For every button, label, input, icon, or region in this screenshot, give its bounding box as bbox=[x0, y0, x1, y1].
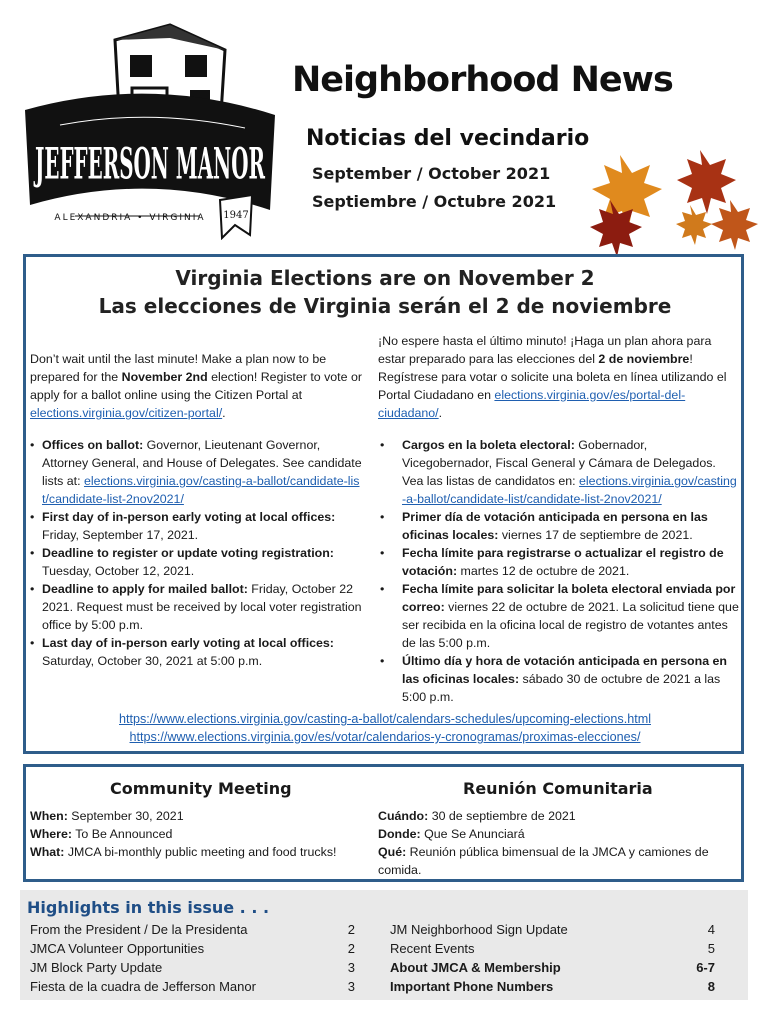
list-item: • Primer día de votación anticipada en persona en las oficinas locales: viernes 17 de septiembre de 2021. bbox=[378, 508, 740, 544]
intro-text: . bbox=[438, 406, 443, 420]
toc-row[interactable]: From the President / De la Presidenta 2 bbox=[30, 922, 355, 937]
toc-row[interactable]: About JMCA & Membership 6-7 bbox=[390, 960, 715, 975]
intro-date: November 2nd bbox=[121, 370, 208, 384]
candidate-list-link[interactable]: elections.virginia.gov/casting-a-ballot/candidate-list/candidate-list-2nov2021/ bbox=[42, 474, 360, 506]
list-item: • Offices on ballot: Governor, Lieutenant Governor, Attorney General, and House of Delegates. See candidate lists at: elections.virginia.gov/casting-a-ballot/candidate-list/candidate-list-2nov2021/ bbox=[30, 436, 365, 508]
portal-ciudadano-link[interactable]: elections.virginia.gov/es/portal-del-ciudadano/ bbox=[378, 388, 686, 420]
election-links bbox=[0, 710, 770, 746]
autumn-leaves-icon bbox=[580, 145, 760, 265]
intro-date: 2 de noviembre bbox=[598, 352, 690, 366]
upcoming-elections-link[interactable]: https://www.elections.virginia.gov/casting-a-ballot/calendars-schedules/upcoming-elections.html bbox=[119, 712, 651, 726]
toc-row[interactable]: Important Phone Numbers 8 bbox=[390, 979, 715, 994]
elections-intro-spanish bbox=[378, 332, 740, 422]
intro-text: election! Register to vote or apply for a ballot online using the Citizen Portal at bbox=[30, 370, 362, 402]
elections-title-spanish: Las elecciones de Virginia serán el 2 de noviembre bbox=[98, 294, 672, 318]
elections-title: Virginia Elections are on November 2 bbox=[175, 266, 595, 290]
intro-text: . bbox=[222, 406, 226, 420]
list-item: • Deadline to register or update voting registration: Tuesday, October 12, 2021. bbox=[30, 544, 365, 580]
list-item: • Fecha límite para registrarse o actualizar el registro de votación: martes 12 de octubre de 2021. bbox=[378, 544, 740, 580]
issue-date: September / October 2021 bbox=[312, 164, 551, 183]
logo-year: 1947 bbox=[223, 210, 249, 221]
list-item: • Último día y hora de votación anticipada en persona en las oficinas locales: sábado 30 de octubre de 2021 a las 5:00 p.m. bbox=[378, 652, 740, 706]
detail-row: Donde: Que Se Anunciará bbox=[378, 827, 525, 841]
toc-row[interactable]: JMCA Volunteer Opportunities 2 bbox=[30, 941, 355, 956]
intro-text: Don’t wait until the last minute! Make a plan now to be prepared for the bbox=[30, 352, 327, 384]
intro-text: ! Regístrese para votar o solicite una boleta en línea utilizando el Portal Ciudadano en bbox=[378, 352, 727, 402]
detail-row: Cuándo: 30 de septiembre de 2021 bbox=[378, 809, 576, 823]
newsletter-title-spanish: Noticias del vecindario bbox=[306, 126, 590, 151]
community-meeting-title-spanish: Reunión Comunitaria bbox=[463, 779, 653, 798]
election-dates-list bbox=[30, 436, 365, 670]
toc-row[interactable]: Recent Events 5 bbox=[390, 941, 715, 956]
detail-row: What: JMCA bi-monthly public meeting and food trucks! bbox=[30, 845, 337, 859]
toc-row[interactable]: Fiesta de la cuadra de Jefferson Manor 3 bbox=[30, 979, 355, 994]
table-of-contents-right bbox=[390, 920, 715, 996]
list-item: • Last day of in-person early voting at local offices: Saturday, October 30, 2021 at 5:00 p.m. bbox=[30, 634, 365, 670]
table-of-contents-left bbox=[30, 920, 355, 996]
elections-intro bbox=[30, 350, 365, 422]
toc-row[interactable]: JM Block Party Update 3 bbox=[30, 960, 355, 975]
community-meeting-details bbox=[30, 807, 370, 861]
citizen-portal-link[interactable]: elections.virginia.gov/citizen-portal/ bbox=[30, 406, 223, 420]
toc-row[interactable]: JM Neighborhood Sign Update 4 bbox=[390, 922, 715, 937]
highlights-title: Highlights in this issue . . . bbox=[27, 898, 270, 917]
list-item: • Deadline to apply for mailed ballot: Friday, October 22 2021. Request must be received by local voter registration office by 5:00 p.m. bbox=[30, 580, 365, 634]
logo-text: JEFFERSON MANOR bbox=[33, 139, 266, 190]
logo-subtitle: ALEXANDRIA • VIRGINIA bbox=[54, 213, 206, 223]
community-meeting-title: Community Meeting bbox=[110, 779, 292, 798]
election-dates-list-spanish bbox=[378, 436, 740, 706]
detail-row: When: September 30, 2021 bbox=[30, 809, 184, 823]
issue-date-spanish: Septiembre / Octubre 2021 bbox=[312, 192, 557, 211]
candidate-list-link[interactable]: elections.virginia.gov/casting-a-ballot/candidate-list/candidate-list-2nov2021/ bbox=[402, 474, 737, 506]
newsletter-title: Neighborhood News bbox=[292, 60, 673, 100]
jefferson-manor-logo bbox=[20, 20, 280, 240]
community-meeting-details-spanish bbox=[378, 807, 723, 879]
intro-text: ¡No espere hasta el último minuto! ¡Haga un plan ahora para estar preparado para las elecciones del bbox=[378, 334, 712, 366]
proximas-elecciones-link[interactable]: https://www.elections.virginia.gov/es/votar/calendarios-y-cronogramas/proximas-elecciones/ bbox=[129, 730, 641, 744]
list-item: • Cargos en la boleta electoral: Gobernador, Vicegobernador, Fiscal General y Cámara de Delegados. Vea las listas de candidatos en: elections.virginia.gov/casting-a-ballot/candidate-list/candidate-list-2nov2021/ bbox=[378, 436, 740, 508]
detail-row: Qué: Reunión pública bimensual de la JMCA y camiones de comida. bbox=[378, 845, 709, 877]
detail-row: Where: To Be Announced bbox=[30, 827, 173, 841]
list-item: • First day of in-person early voting at local offices: Friday, September 17, 2021. bbox=[30, 508, 365, 544]
list-item: • Fecha límite para solicitar la boleta electoral enviada por correo: viernes 22 de octubre de 2021. La solicitud tiene que ser recibida en la oficina local de registro de votantes antes de las 5:00 p.m. bbox=[378, 580, 740, 652]
